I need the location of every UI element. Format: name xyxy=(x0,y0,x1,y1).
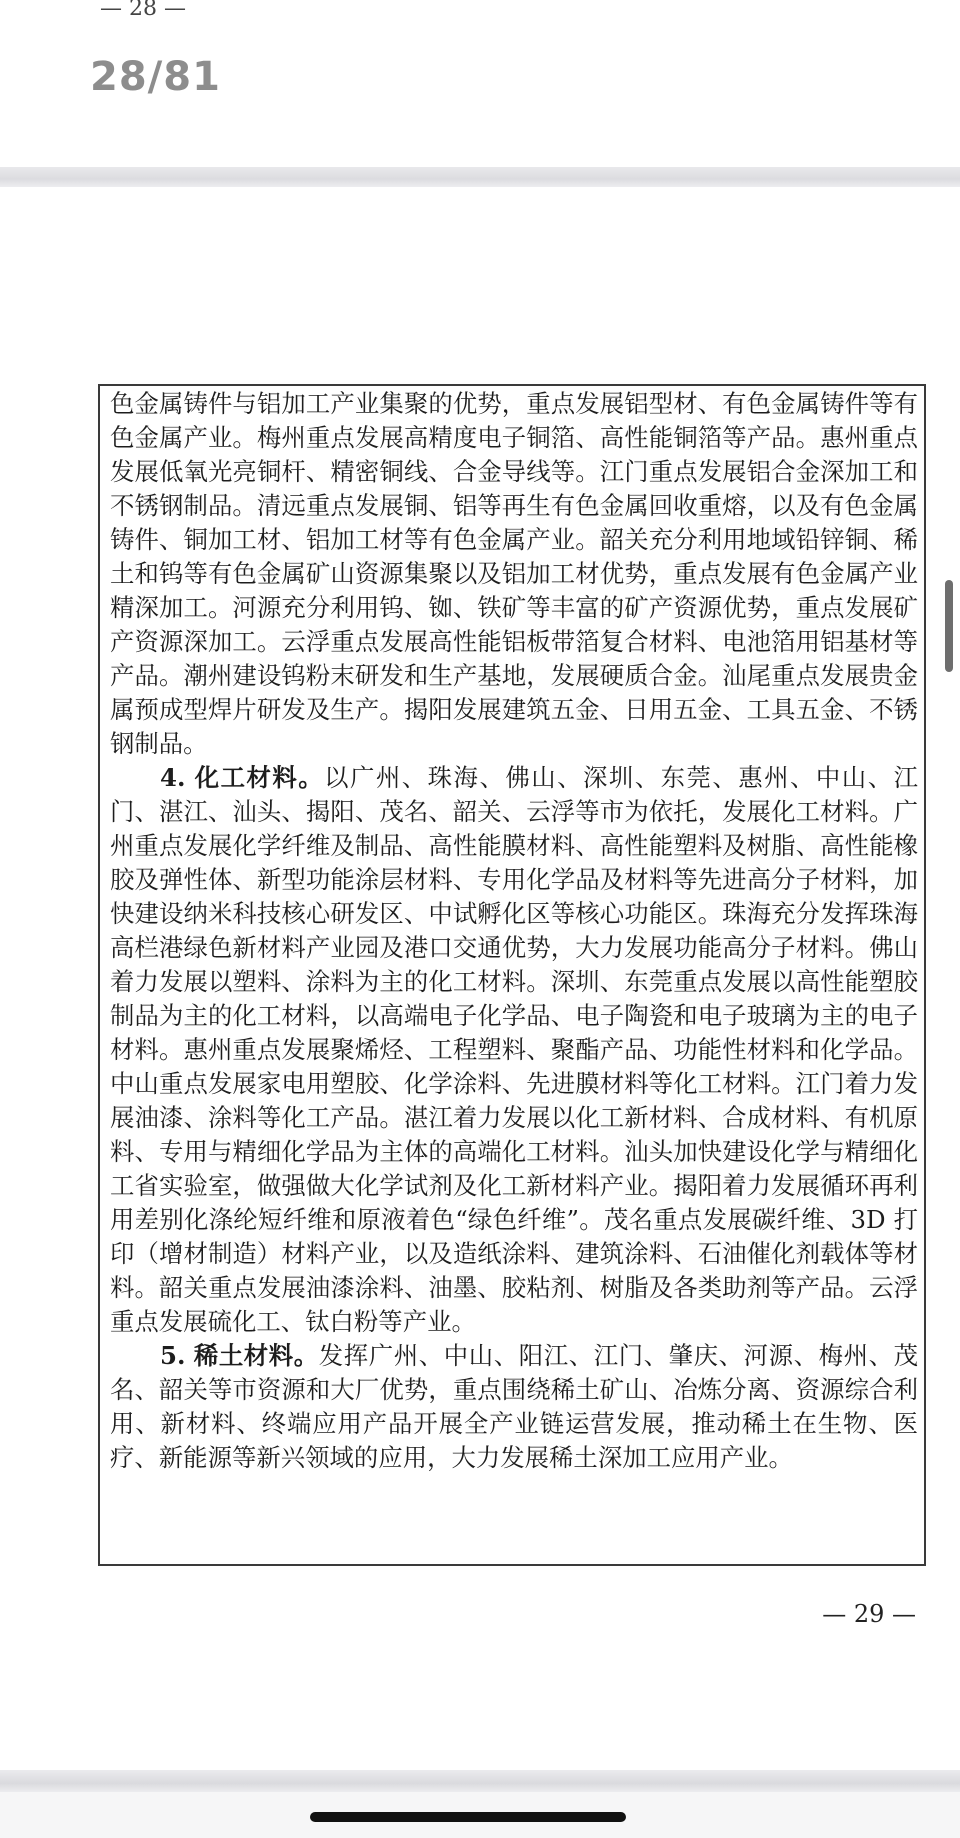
section-5-number: 5. xyxy=(160,1341,186,1370)
section-4-body: 以广州、珠海、佛山、深圳、东莞、惠州、中山、江门、湛江、汕头、揭阳、茂名、韶关、云浮等市为依托，发展化工材料。广州重点发展化学纤维及制品、高性能膜材料、高性能塑料及树脂、高性能橡胶及弹性体、新型功能涂层材料、专用化学品及材料等先进高分子材料，加快建设纳米科技核心研发区、中试孵化区等核心功能区。珠海充分发挥珠海高栏港绿色新材料产业园及港口交通优势，大力发展功能高分子材料。佛山着力发展以塑料、涂料为主的化工材料。深圳、东莞重点发展以高性能塑胶制品为主的化工材料，以高端电子化学品、电子陶瓷和电子玻璃为主的电子材料。惠州重点发展聚烯烃、工程塑料、聚酯产品、功能性材料和化学品。中山重点发展家电用塑胶、化学涂料、先进膜材料等化工材料。江门着力发展油漆、涂料等化工产品。湛江着力发展以化工新材料、合成材料、有机原料、专用与精细化学品为主体的高端化工材料。汕头加快建设化学与精细化工省实验室，做强做大化学试剂及化工新材料产业。揭阳着力发展循环再利用差别化涤纶短纤维和原液着色“绿色纤维”。茂名重点发展碳纤维、3D 打印（增材制造）材料产业，以及造纸涂料、建筑涂料、石油催化剂载体等材料。韶关重点发展油漆涂料、油墨、胶粘剂、树脂及各类助剂等产品。云浮重点发展硫化工、钛白粉等产业。 xyxy=(110,763,918,1336)
scrollbar-thumb[interactable] xyxy=(945,580,953,672)
section-5-heading: 稀土材料。 xyxy=(193,1341,319,1370)
document-text xyxy=(110,387,918,1475)
page-separator-bottom xyxy=(0,1770,960,1792)
page-number: — 29 — xyxy=(822,1600,916,1628)
section-5-paragraph xyxy=(110,1339,918,1475)
section-4-heading: 化工材料。 xyxy=(194,763,325,792)
page-separator-top xyxy=(0,167,960,187)
continuation-paragraph: 色金属铸件与铝加工产业集聚的优势，重点发展铝型材、有色金属铸件等有色金属产业。梅州重点发展高精度电子铜箔、高性能铜箔等产品。惠州重点发展低氧光亮铜杆、精密铜线、合金导线等。江门重点发展铝合金深加工和不锈钢制品。清远重点发展铜、铝等再生有色金属回收重熔，以及有色金属铸件、铜加工材、铝加工材等有色金属产业。韶关充分利用地域铅锌铜、稀土和钨等有色金属矿山资源集聚以及铝加工材优势，重点发展有色金属产业精深加工。河源充分利用钨、铷、铁矿等丰富的矿产资源优势，重点发展矿产资源深加工。云浮重点发展高性能铝板带箔复合材料、电池箔用铝基材等产品。潮州建设钨粉末研发和生产基地，发展硬质合金。汕尾重点发展贵金属预成型焊片研发及生产。揭阳发展建筑五金、日用五金、工具五金、不锈钢制品。 xyxy=(110,389,918,758)
section-4-paragraph xyxy=(110,761,918,1339)
section-4-number: 4. xyxy=(160,763,186,792)
previous-page-number: — 28 — xyxy=(100,0,186,21)
home-indicator[interactable] xyxy=(310,1812,626,1822)
section-5-body: 发挥广州、中山、阳江、江门、肇庆、河源、梅州、茂名、韶关等市资源和大厂优势，重点围绕稀土矿山、冶炼分离、资源综合利用、新材料、终端应用产品开展全产业链运营发展，推动稀土在生物、医疗、新能源等新兴领域的应用，大力发展稀土深加工应用产业。 xyxy=(110,1341,918,1472)
page-indicator: 28/81 xyxy=(90,54,221,100)
